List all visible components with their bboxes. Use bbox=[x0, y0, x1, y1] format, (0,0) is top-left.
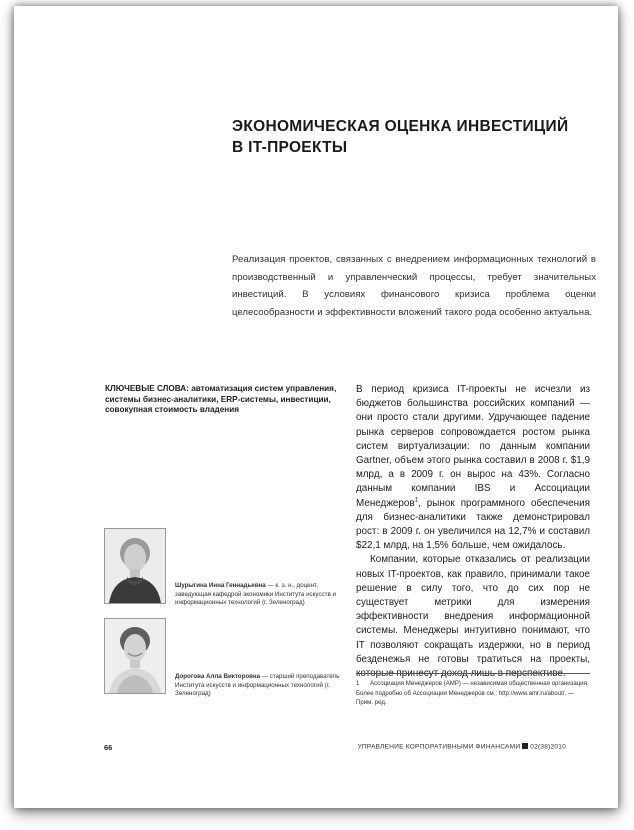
page-number: 66 bbox=[104, 743, 113, 752]
issue-number: 02(38)2010 bbox=[530, 743, 566, 751]
body-paragraph-1-part-b: , рынок программного обеспечения для бизнес-аналитики также демонстрировал рост: в 2009 г. он увеличился на 12,7% и составил $22,1 млрд, на 1,5% больше, чем ожидалось. bbox=[356, 497, 590, 552]
article-title bbox=[232, 116, 612, 158]
article-title-line1: ЭКОНОМИЧЕСКАЯ ОЦЕНКА ИНВЕСТИЦИЙ bbox=[232, 118, 569, 135]
footnote-text: Ассоциация Менеджеров (АМР) — независимая общественная организация. Более подробно об Ассоциации Менеджеров см.: http://www.amr.ru/about/. — Прим. ред. bbox=[356, 680, 589, 707]
article-lead: Реализация проектов, связанных с внедрением информационных технологий в производственный и управленческий процессы, требует значительных инвестиций. В условиях финансового кризиса проблема оценки целесообразности и эффективности вложений такого рода особенно актуальна. bbox=[232, 254, 596, 318]
body-paragraph-1 bbox=[356, 383, 590, 553]
square-separator-icon bbox=[522, 743, 528, 749]
body-paragraph-1-part-a: В период кризиса IT-проекты не исчезли из бюджетов большинства российских компаний — они просто стали другими. Удручающее падение рынка серверов сопровождается ростом рынка систем виртуализации: по данным компании Gartner, объем этого рынка составил в 2008 г. $1,9 млрд, а в 2009 г. он вырос на 43%. Согласно данным компании IBS и Ассоциации Менеджеров bbox=[356, 384, 590, 509]
portrait-image bbox=[105, 529, 165, 603]
author-name: Шурыгина Инна Геннадьевна bbox=[175, 582, 266, 589]
keywords-text: автоматизация систем управления, системы бизнес-аналитики, ERP-системы, инвестиции, совокупная стоимость владения bbox=[105, 384, 337, 415]
author-bio-2 bbox=[175, 673, 345, 699]
footnote-divider bbox=[356, 673, 590, 674]
keywords-label: КЛЮЧЕВЫЕ СЛОВА: bbox=[105, 384, 189, 393]
body-paragraph-2: Компании, которые отказались от реализации новых IT-проектов, как правило, принимали такое решение в силу того, что до сих пор не существует метрики для измерения эффективности внедрения информационной системы. Менеджеры интуитивно понимают, что IT позволяют сокращать издержки, но в период безденежья не готовы тратиться на проекты, которые принесут доход лишь в перспективе. bbox=[356, 554, 590, 680]
magazine-page bbox=[14, 6, 618, 808]
article-title-line2: В IT-ПРОЕКТЫ bbox=[232, 139, 348, 156]
author-description: — старший преподаватель Института искусств и информационных технологий (г. Зеленоград) bbox=[175, 673, 340, 698]
author-name: Дорогова Алла Викторовна bbox=[175, 673, 261, 680]
portrait-image bbox=[105, 619, 165, 693]
author-bio-1 bbox=[175, 582, 345, 608]
footnote-ref: 1 bbox=[414, 497, 418, 504]
running-footer bbox=[357, 743, 566, 751]
author-description: — к. э. н., доцент, заведующая кафедрой экономики Института искусств и информационных технологий (г. Зеленоград) bbox=[175, 582, 336, 607]
author-photo-shurygina bbox=[104, 528, 166, 604]
journal-name: УПРАВЛЕНИЕ КОРПОРАТИВНЫМИ ФИНАНСАМИ bbox=[357, 743, 521, 751]
article-body bbox=[356, 383, 590, 681]
keywords-block bbox=[105, 384, 342, 416]
footnote bbox=[356, 679, 590, 708]
footnote-number: 1 bbox=[356, 680, 360, 687]
author-photo-dorogova bbox=[104, 618, 166, 694]
